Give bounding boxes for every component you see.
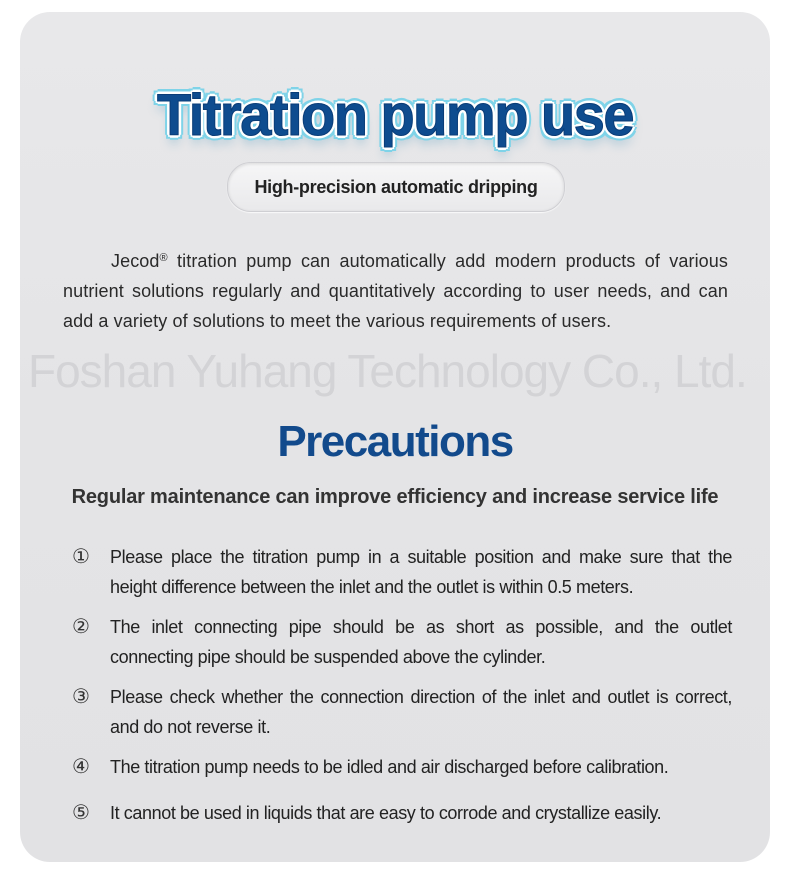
precautions-title: Precautions	[277, 417, 513, 466]
brand-name: Jecod	[111, 251, 160, 271]
item-text: The titration pump needs to be idled and air discharged before calibration.	[110, 757, 669, 777]
item-text: Please check whether the connection direction of the inlet and outlet is correct, and do not reverse it.	[110, 687, 732, 737]
list-item	[72, 612, 732, 672]
intro-paragraph	[63, 246, 728, 336]
registered-mark: ®	[159, 252, 168, 264]
intro-text: titration pump can automatically add modern products of various nutrient solutions regularly and quantitatively according to user needs, and can add a variety of solutions to meet the various requirements of users.	[63, 251, 728, 331]
list-item	[72, 798, 732, 828]
item-text: Please place the titration pump in a suitable position and make sure that the height difference between the inlet and the outlet is within 0.5 meters.	[110, 547, 732, 597]
item-text: It cannot be used in liquids that are easy to corrode and crystallize easily.	[110, 803, 662, 823]
company-watermark: Foshan Yuhang Technology Co., Ltd.	[28, 345, 747, 397]
item-number: ⑤	[72, 802, 90, 824]
precautions-list	[72, 542, 732, 828]
precautions-subtitle: Regular maintenance can improve efficiency and increase service life	[71, 486, 719, 508]
subtitle-pill	[227, 162, 565, 212]
item-text: The inlet connecting pipe should be as short as possible, and the outlet connecting pipe should be suspended above the cylinder.	[110, 617, 732, 667]
list-item	[72, 682, 732, 742]
item-number: ②	[72, 616, 90, 638]
item-number: ③	[72, 686, 90, 708]
list-item	[72, 542, 732, 602]
page-title: Titration pump use	[157, 81, 633, 148]
list-item	[72, 752, 732, 782]
item-number: ④	[72, 756, 90, 778]
content-card	[20, 12, 770, 862]
item-number: ①	[72, 546, 90, 568]
subtitle-text: High-precision automatic dripping	[254, 176, 538, 197]
